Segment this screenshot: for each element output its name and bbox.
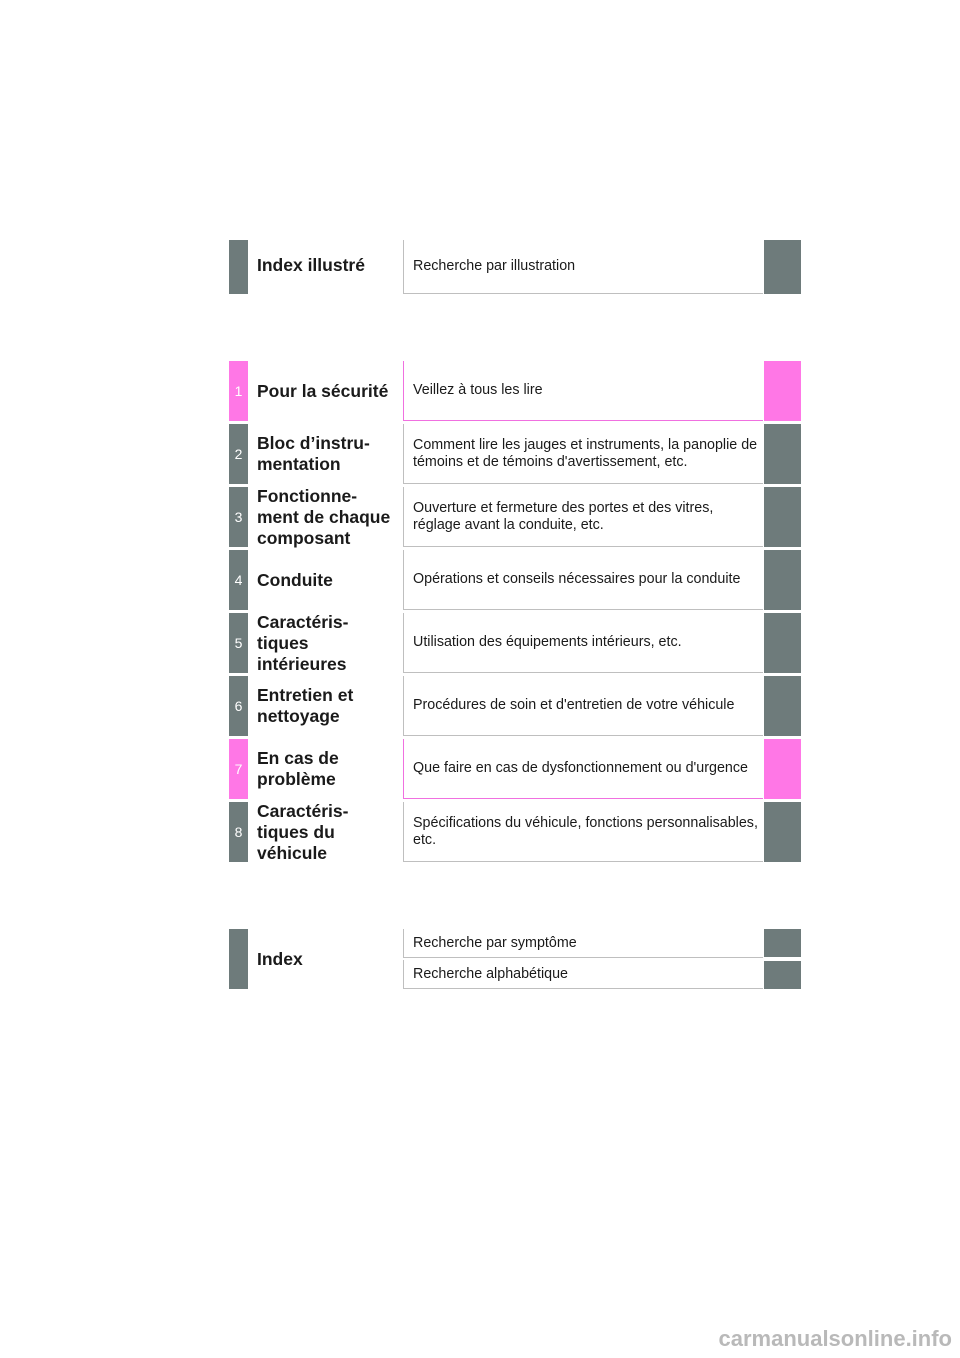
index-tab-symptom[interactable] bbox=[764, 929, 801, 957]
section-title bbox=[257, 550, 403, 610]
section-title-text: Bloc d’instru- mentation bbox=[257, 433, 370, 474]
section-title-text: Fonctionne- ment de chaque composant bbox=[257, 485, 391, 548]
index-item-alphabetical[interactable]: Recherche alphabétique bbox=[403, 960, 763, 989]
section-description bbox=[403, 550, 763, 610]
section-description bbox=[403, 424, 763, 484]
section-tab[interactable] bbox=[764, 739, 801, 799]
section-title bbox=[257, 487, 403, 547]
section-title-text: Caractéris- tiques du véhicule bbox=[257, 800, 349, 863]
section-title-text: Entretien et nettoyage bbox=[257, 685, 354, 726]
section-number: 6 bbox=[229, 676, 248, 736]
section-description-text: Procédures de soin et d'entretien de votre véhicule bbox=[413, 697, 735, 713]
section-description-text: Opérations et conseils nécessaires pour la conduite bbox=[413, 571, 741, 587]
section-row-2[interactable] bbox=[229, 424, 801, 484]
section-description-text: Ouverture et fermeture des portes et des vitres, réglage avant la conduite, etc. bbox=[413, 499, 714, 533]
section-row-3[interactable] bbox=[229, 487, 801, 547]
section-tab[interactable] bbox=[764, 802, 801, 862]
section-title bbox=[257, 802, 403, 862]
illustrated-index-title: Index illustré bbox=[257, 255, 365, 275]
section-tab[interactable] bbox=[764, 424, 801, 484]
index-tab-alphabetical[interactable] bbox=[764, 961, 801, 989]
section-number: 5 bbox=[229, 613, 248, 673]
section-tab[interactable] bbox=[764, 487, 801, 547]
section-description-text: Comment lire les jauges et instruments, la panoplie de témoins et de témoins d'avertissement, etc. bbox=[413, 436, 758, 470]
section-row-4[interactable] bbox=[229, 550, 801, 610]
index-marker bbox=[229, 929, 248, 989]
section-title-text: En cas de problème bbox=[257, 748, 339, 789]
section-title-text: Pour la sécurité bbox=[257, 380, 389, 401]
section-description bbox=[403, 676, 763, 736]
section-title bbox=[257, 739, 403, 799]
section-title-text: Caractéris- tiques intérieures bbox=[257, 611, 349, 674]
section-number: 4 bbox=[229, 550, 248, 610]
section-title bbox=[257, 613, 403, 673]
section-description bbox=[403, 487, 763, 547]
index-item-symptom[interactable]: Recherche par symptôme bbox=[403, 929, 763, 958]
section-description-text: Spécifications du véhicule, fonctions personnalisables, etc. bbox=[413, 814, 758, 848]
section-description-text: Veillez à tous les lire bbox=[413, 382, 543, 398]
section-tab[interactable] bbox=[764, 676, 801, 736]
section-row-6[interactable] bbox=[229, 676, 801, 736]
section-title-text: Conduite bbox=[257, 569, 333, 590]
footer-watermark: carmanualsonline.info bbox=[718, 1326, 952, 1351]
section-tab[interactable] bbox=[764, 361, 801, 421]
section-row-1[interactable] bbox=[229, 361, 801, 421]
section-description bbox=[403, 613, 763, 673]
illustrated-index-row[interactable] bbox=[229, 240, 801, 294]
section-description-text: Que faire en cas de dysfonctionnement ou d'urgence bbox=[413, 760, 748, 776]
section-number: 3 bbox=[229, 487, 248, 547]
section-title bbox=[257, 361, 403, 421]
section-number: 2 bbox=[229, 424, 248, 484]
section-description bbox=[403, 739, 763, 799]
section-title bbox=[257, 424, 403, 484]
section-tab[interactable] bbox=[764, 550, 801, 610]
section-description bbox=[403, 361, 763, 421]
illustrated-index-desc: Recherche par illustration bbox=[403, 240, 763, 294]
section-number: 1 bbox=[229, 361, 248, 421]
index-title: Index bbox=[257, 948, 303, 969]
section-number: 7 bbox=[229, 739, 248, 799]
section-title bbox=[257, 676, 403, 736]
section-tab[interactable] bbox=[764, 613, 801, 673]
section-row-8[interactable] bbox=[229, 802, 801, 862]
section-description bbox=[403, 802, 763, 862]
section-description-text: Utilisation des équipements intérieurs, etc. bbox=[413, 634, 682, 650]
section-row-7[interactable] bbox=[229, 739, 801, 799]
section-row-5[interactable] bbox=[229, 613, 801, 673]
section-number: 8 bbox=[229, 802, 248, 862]
illustrated-index-marker bbox=[229, 240, 248, 294]
illustrated-index-tab[interactable] bbox=[764, 240, 801, 294]
index-row bbox=[229, 929, 801, 989]
